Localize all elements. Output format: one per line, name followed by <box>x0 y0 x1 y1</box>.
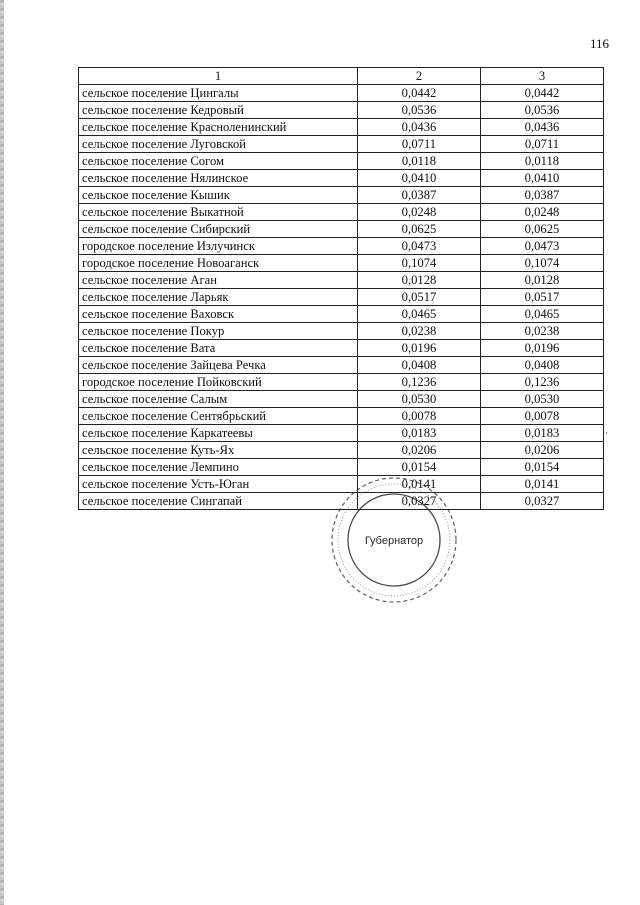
settlement-name: городское поселение Пойковский <box>79 374 358 391</box>
settlement-name: сельское поселение Зайцева Речка <box>79 357 358 374</box>
settlement-name: сельское поселение Сингапай <box>79 493 358 510</box>
settlement-name: сельское поселение Красноленинский <box>79 119 358 136</box>
settlement-name: сельское поселение Ваховск <box>79 306 358 323</box>
table-row <box>79 119 604 136</box>
header-col-2: 2 <box>358 68 481 85</box>
table-row <box>79 459 604 476</box>
settlement-name: сельское поселение Каркатеевы <box>79 425 358 442</box>
value-col-2: 0,0154 <box>358 459 481 476</box>
table-row <box>79 391 604 408</box>
settlement-name: сельское поселение Согом <box>79 153 358 170</box>
scan-edge <box>0 0 4 905</box>
settlement-name: сельское поселение Аган <box>79 272 358 289</box>
value-col-3: 0,0238 <box>481 323 604 340</box>
value-col-3: 0,0078 <box>481 408 604 425</box>
settlement-name: сельское поселение Вата <box>79 340 358 357</box>
value-col-3: 0,0154 <box>481 459 604 476</box>
data-table <box>78 67 604 510</box>
page-number: 116 <box>590 36 610 51</box>
settlement-name: городское поселение Новоаганск <box>79 255 358 272</box>
settlement-name: сельское поселение Салым <box>79 391 358 408</box>
value-col-3: 0,0206 <box>481 442 604 459</box>
value-col-2: 0,0141 <box>358 476 481 493</box>
table-row <box>79 272 604 289</box>
settlement-name: сельское поселение Цингалы <box>79 85 358 102</box>
value-col-3: 0,0711 <box>481 136 604 153</box>
settlement-name: сельское поселение Покур <box>79 323 358 340</box>
value-col-3: 0,0141 <box>481 476 604 493</box>
table-row <box>79 221 604 238</box>
value-col-2: 0,0465 <box>358 306 481 323</box>
table-body <box>79 85 604 510</box>
table-row <box>79 323 604 340</box>
margin-mark: · <box>605 428 608 438</box>
value-col-3: 0,0436 <box>481 119 604 136</box>
value-col-2: 0,0183 <box>358 425 481 442</box>
table-row <box>79 374 604 391</box>
table-row <box>79 340 604 357</box>
value-col-2: 0,0536 <box>358 102 481 119</box>
header-col-3: 3 <box>481 68 604 85</box>
value-col-2: 0,0206 <box>358 442 481 459</box>
value-col-2: 0,0327 <box>358 493 481 510</box>
value-col-3: 0,1236 <box>481 374 604 391</box>
value-col-3: 0,0410 <box>481 170 604 187</box>
settlement-name: городское поселение Излучинск <box>79 238 358 255</box>
value-col-2: 0,0436 <box>358 119 481 136</box>
seal-text: Губернатор <box>364 535 424 547</box>
value-col-2: 0,0530 <box>358 391 481 408</box>
value-col-3: 0,0248 <box>481 204 604 221</box>
settlement-name: сельское поселение Луговской <box>79 136 358 153</box>
table-row <box>79 442 604 459</box>
table-row <box>79 204 604 221</box>
value-col-3: 0,0183 <box>481 425 604 442</box>
header-row <box>79 68 604 85</box>
settlement-name: сельское поселение Лемпино <box>79 459 358 476</box>
value-col-3: 0,0387 <box>481 187 604 204</box>
value-col-2: 0,0408 <box>358 357 481 374</box>
table-row <box>79 170 604 187</box>
governor-seal <box>328 474 460 606</box>
value-col-3: 0,0442 <box>481 85 604 102</box>
table-row <box>79 408 604 425</box>
value-col-2: 0,0473 <box>358 238 481 255</box>
table-row <box>79 102 604 119</box>
settlement-name: сельское поселение Выкатной <box>79 204 358 221</box>
settlement-name: сельское поселение Кышик <box>79 187 358 204</box>
value-col-3: 0,0530 <box>481 391 604 408</box>
value-col-2: 0,0118 <box>358 153 481 170</box>
table-row <box>79 187 604 204</box>
table-row <box>79 306 604 323</box>
value-col-2: 0,0711 <box>358 136 481 153</box>
value-col-2: 0,0387 <box>358 187 481 204</box>
value-col-3: 0,0625 <box>481 221 604 238</box>
settlement-name: сельское поселение Сибирский <box>79 221 358 238</box>
value-col-2: 0,0410 <box>358 170 481 187</box>
table-row <box>79 357 604 374</box>
settlement-name: сельское поселение Куть-Ях <box>79 442 358 459</box>
value-col-3: 0,0327 <box>481 493 604 510</box>
value-col-2: 0,0196 <box>358 340 481 357</box>
value-col-2: 0,1236 <box>358 374 481 391</box>
value-col-3: 0,0465 <box>481 306 604 323</box>
value-col-2: 0,0625 <box>358 221 481 238</box>
value-col-3: 0,0517 <box>481 289 604 306</box>
value-col-2: 0,0078 <box>358 408 481 425</box>
value-col-2: 0,0442 <box>358 85 481 102</box>
value-col-2: 0,0248 <box>358 204 481 221</box>
header-col-1: 1 <box>79 68 358 85</box>
table-row <box>79 136 604 153</box>
settlement-name: сельское поселение Сентябрьский <box>79 408 358 425</box>
value-col-3: 0,1074 <box>481 255 604 272</box>
table-row <box>79 238 604 255</box>
value-col-2: 0,1074 <box>358 255 481 272</box>
value-col-3: 0,0118 <box>481 153 604 170</box>
table-row <box>79 153 604 170</box>
value-col-3: 0,0473 <box>481 238 604 255</box>
settlement-name: сельское поселение Усть-Юган <box>79 476 358 493</box>
settlement-name: сельское поселение Нялинское <box>79 170 358 187</box>
value-col-3: 0,0408 <box>481 357 604 374</box>
value-col-3: 0,0536 <box>481 102 604 119</box>
table-row <box>79 289 604 306</box>
value-col-3: 0,0196 <box>481 340 604 357</box>
value-col-2: 0,0128 <box>358 272 481 289</box>
settlement-name: сельское поселение Ларьяк <box>79 289 358 306</box>
value-col-3: 0,0128 <box>481 272 604 289</box>
value-col-2: 0,0238 <box>358 323 481 340</box>
table-row <box>79 255 604 272</box>
table-row <box>79 425 604 442</box>
value-col-2: 0,0517 <box>358 289 481 306</box>
table-row <box>79 85 604 102</box>
settlement-name: сельское поселение Кедровый <box>79 102 358 119</box>
